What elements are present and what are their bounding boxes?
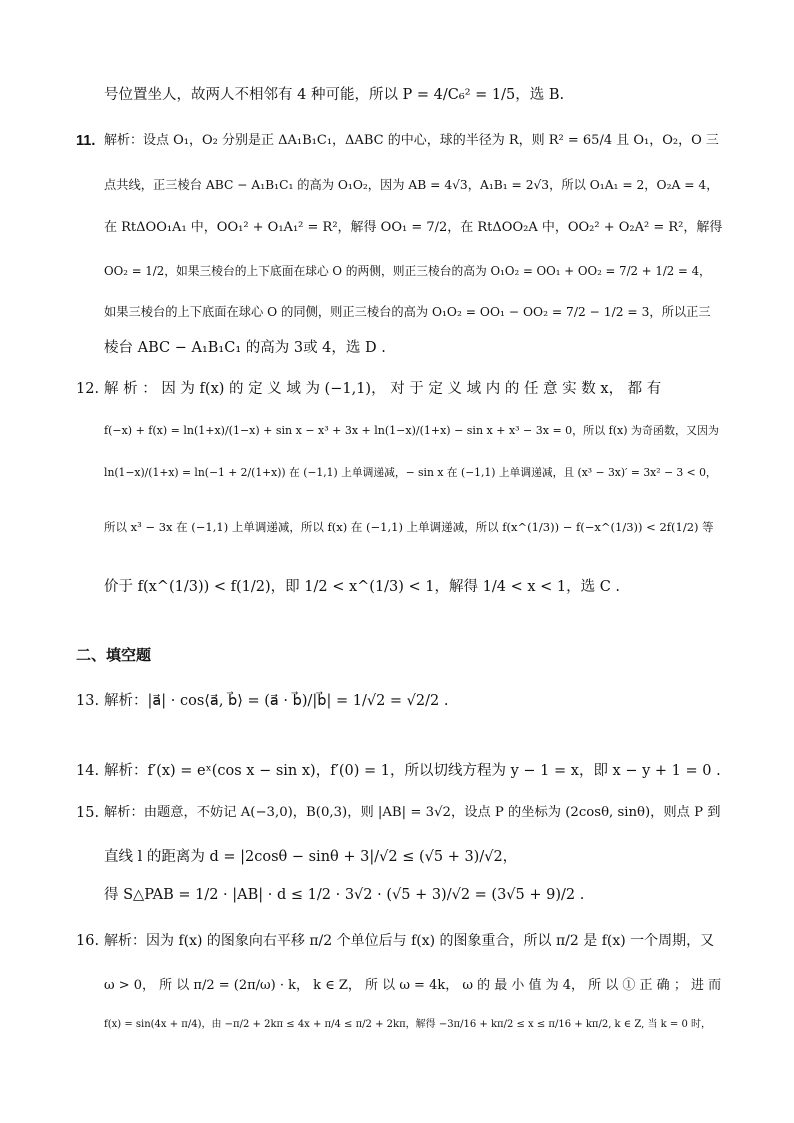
q10-line-1: 号位置坐人，故两人不相邻有 4 种可能，所以 P = 4/C₆² = 1/5，选 B. — [104, 87, 565, 103]
q16-line-2: ω > 0， 所 以 π/2 = (2π/ω) · k， k ∈ Z， 所 以 ω = 4k， ω 的 最 小 值 为 4， 所 以 ① 正 确 ； 进 而 — [104, 978, 722, 993]
q13-number: 13. — [76, 693, 100, 709]
q11-line-4: OO₂ = 1/2，如果三棱台的上下底面在球心 O 的两侧，则正三棱台的高为 O₁O₂ = OO₁ + OO₂ = 7/2 + 1/2 = 4， — [104, 264, 711, 278]
q12-line-1: 解 析 ： 因 为 f(x) 的 定 义 域 为 (−1,1)， 对 于 定 义 域 内 的 任 意 实 数 x， 都 有 — [104, 381, 662, 397]
q15-line-1: 解析：由题意，不妨记 A(−3,0)，B(0,3)，则 |AB| = 3√2，设点 P 的坐标为 (2cosθ, sinθ)，则点 P 到 — [104, 805, 721, 820]
q13-line-1: 解析：|a⃗| · cos⟨a⃗, b⃗⟩ = (a⃗ · b⃗)/|b⃗| = 1/√2 = √2/2 . — [104, 693, 449, 709]
q14-number: 14. — [76, 763, 100, 779]
q11-line-2: 点共线，正三棱台 ABC − A₁B₁C₁ 的高为 O₁O₂，因为 AB = 4√3，A₁B₁ = 2√3，所以 O₁A₁ = 2，O₂A = 4， — [104, 178, 719, 192]
q12-line-4: 所以 x³ − 3x 在 (−1,1) 上单调递减，所以 f(x) 在 (−1,1) 上单调递减，所以 f(x^(1/3)) − f(−x^(1/3)) < 2f(1/2) 等 — [104, 520, 714, 534]
q12-number: 12. — [76, 381, 100, 397]
q11-line-6: 棱台 ABC − A₁B₁C₁ 的高为 3或 4，选 D . — [104, 340, 386, 356]
section-2-title: 二、填空题 — [76, 647, 152, 664]
q11-number: 11. — [76, 133, 96, 149]
q16-line-1: 解析：因为 f(x) 的图象向右平移 π/2 个单位后与 f(x) 的图象重合，所以 π/2 是 f(x) 一个周期，又 — [104, 933, 715, 949]
q11-line-5: 如果三棱台的上下底面在球心 O 的同侧，则正三棱台的高为 O₁O₂ = OO₁ − OO₂ = 7/2 − 1/2 = 3，所以正三 — [104, 305, 711, 319]
q16-number: 16. — [76, 933, 100, 949]
q11-line-1: 解析：设点 O₁，O₂ 分别是正 ΔA₁B₁C₁，ΔABC 的中心，球的半径为 R，则 R² = 65/4 且 O₁，O₂，O 三 — [104, 133, 719, 148]
q11-line-3: 在 RtΔOO₁A₁ 中，OO₁² + O₁A₁² = R²，解得 OO₁ = 7/2，在 RtΔOO₂A 中，OO₂² + O₂A² = R²，解得 — [104, 220, 723, 235]
q16-line-3: f(x) = sin(4x + π/4)，由 −π/2 + 2kπ ≤ 4x + π/4 ≤ π/2 + 2kπ，解得 −3π/16 + kπ/2 ≤ x ≤ π/16 + kπ/2, k ∈ Z, 当 k = 0 时， — [104, 1019, 712, 1030]
q15-line-2: 直线 l 的距离为 d = |2cosθ − sinθ + 3|/√2 ≤ (√5 + 3)/√2， — [104, 849, 518, 865]
q14-line-1: 解析：f′(x) = eˣ(cos x − sin x)，f′(0) = 1，所以切线方程为 y − 1 = x，即 x − y + 1 = 0 . — [104, 763, 721, 779]
q12-line-3: ln(1−x)/(1+x) = ln(−1 + 2/(1+x)) 在 (−1,1) 上单调递减，− sin x 在 (−1,1) 上单调递减，且 (x³ − 3x)′ = 3x² − 3 < 0， — [104, 466, 717, 479]
q12-line-2: f(−x) + f(x) = ln(1+x)/(1−x) + sin x − x³ + 3x + ln(1−x)/(1+x) − sin x + x³ − 3x = 0，所以 f(x) 为奇函数，又因为 — [104, 424, 720, 437]
q15-number: 15. — [76, 805, 100, 821]
q12-line-5: 价于 f(x^(1/3)) < f(1/2)，即 1/2 < x^(1/3) < 1，解得 1/4 < x < 1，选 C . — [104, 579, 621, 595]
q15-line-3: 得 S△PAB = 1/2 · |AB| · d ≤ 1/2 · 3√2 · (√5 + 3)/√2 = (3√5 + 9)/2 . — [104, 887, 585, 903]
